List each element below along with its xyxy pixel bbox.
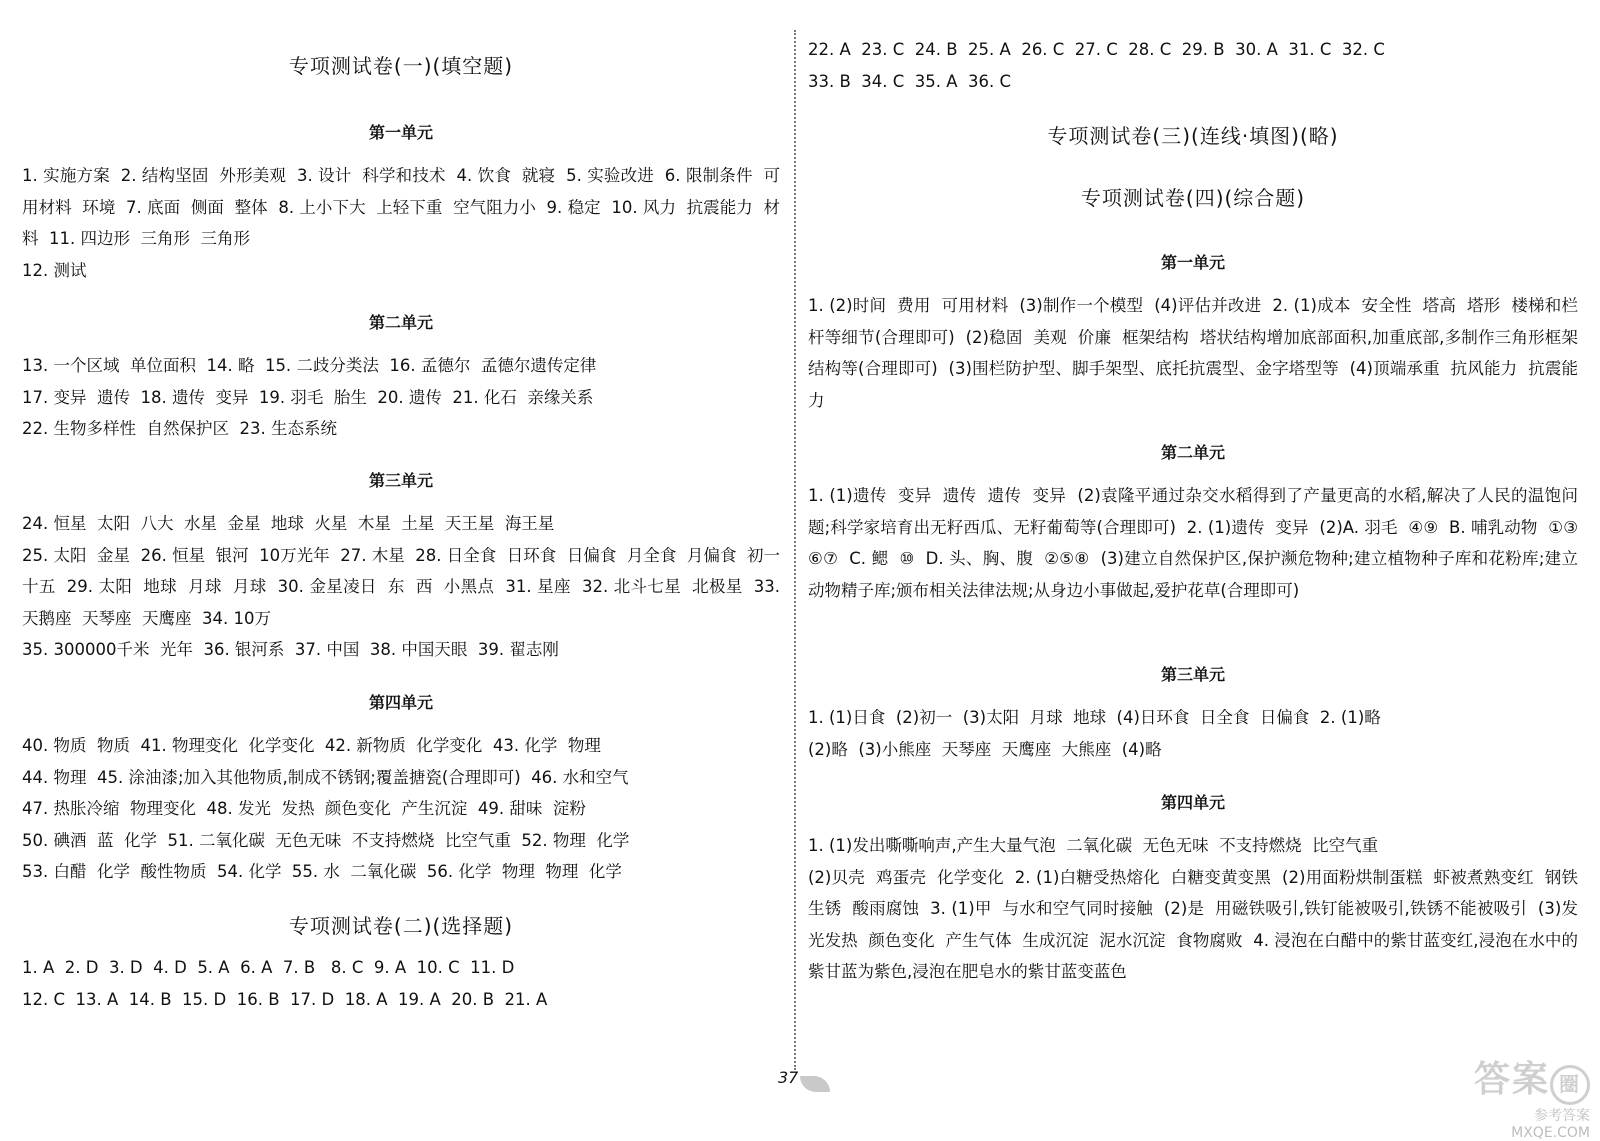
leaf-decoration — [800, 1076, 830, 1092]
left-unit3-heading: 第三单元 — [368, 471, 433, 490]
column-divider — [794, 30, 796, 1070]
right-unit4-answers: 1. (1)发出嘶嘶响声,产生大量气泡 二氧化碳 无色无味 不支持燃烧 比空气重 (2)贝壳 鸡蛋壳 化学变化 2. (1)白糖受热熔化 白糖变黄变黑 (2)用面粉烘制蛋糕 虾被煮熟变红 钢铁生锈 酸雨腐蚀 3. (1)甲 与水和空气同时接触 (2)是 用磁铁吸引,铁钉能被吸引,铁锈不能被吸引 (3)发光发热 颜色变化 产生气体 生成沉淀 泥水沉淀 食物腐败 4. 浸泡在白醋中的紫甘蓝变红,浸泡在水中的紫甘蓝为紫色,浸泡在肥皂水的紫甘蓝变蓝色 — [808, 836, 1578, 981]
page-number: 37 — [778, 1068, 799, 1087]
test1-title: 专项测试卷(一)(填空题) — [288, 54, 514, 78]
right-unit2-answers: 1. (1)遗传 变异 遗传 遗传 变异 (2)袁隆平通过杂交水稻得到了产量更高的水稻,解决了人民的温饱问题;科学家培育出无籽西瓜、无籽葡萄等(合理即可) 2. (1)遗传 变异 (2)A. 羽毛 ④⑨ B. 哺乳动物 ①③⑥⑦ C. 鳃 ⑩ D. 头、胸、腹 ②⑤⑧ (3)建立自然保护区,保护濒危物种;建立植物种子库和花粉库;建立动物精子库;颁布相关法律法规;从身边小事做起,爱护花草(合理即可) — [808, 486, 1578, 600]
watermark-main-text: 答案 — [1473, 1059, 1550, 1100]
left-unit1-heading: 第一单元 — [368, 123, 433, 142]
watermark-sub: 参考答案 — [1534, 1108, 1590, 1124]
right-unit3-answers: 1. (1)日食 (2)初一 (3)太阳 月球 地球 (4)日环食 日全食 日偏食 2. (1)略 (2)略 (3)小熊座 天琴座 天鹰座 大熊座 (4)略 — [808, 708, 1381, 759]
test2-answers-continued: 22. A 23. C 24. B 25. A 26. C 27. C 28. C 29. B 30. A 31. C 32. C 33. B 34. C 35. A 36. C — [808, 40, 1385, 91]
left-unit1-answers: 1. 实施方案 2. 结构坚固 外形美观 3. 设计 科学和技术 4. 饮食 就寝 5. 实验改进 6. 限制条件 可用材料 环境 7. 底面 侧面 整体 8. 上小下大 上轻下重 空气阻力小 9. 稳定 10. 风力 抗震能力 材料 11. 四边形 三角形 三角形 12. 测试 — [22, 166, 780, 280]
test4-title: 专项测试卷(四)(综合题) — [1080, 186, 1306, 210]
test2-answers: 1. A 2. D 3. D 4. D 5. A 6. A 7. B 8. C 9. A 10. C 11. D 12. C 13. A 14. B 15. D 16. B 17. D 18. A 19. A 20. B 21. A — [22, 958, 548, 1009]
watermark-main — [1440, 1060, 1590, 1105]
right-unit3-heading: 第三单元 — [1160, 665, 1225, 684]
left-unit4-heading: 第四单元 — [368, 693, 433, 712]
right-unit2-heading: 第二单元 — [1160, 443, 1225, 462]
left-unit2-heading: 第二单元 — [368, 313, 433, 332]
test3-title: 专项测试卷(三)(连线·填图)(略) — [1047, 124, 1339, 148]
test2-title: 专项测试卷(二)(选择题) — [288, 914, 514, 938]
right-unit4-heading: 第四单元 — [1160, 793, 1225, 812]
right-unit1-heading: 第一单元 — [1160, 253, 1225, 272]
watermark-logo — [1440, 1059, 1590, 1141]
left-unit2-answers: 13. 一个区域 单位面积 14. 略 15. 二歧分类法 16. 孟德尔 孟德尔遗传定律 17. 变异 遗传 18. 遗传 变异 19. 羽毛 胎生 20. 遗传 21. 化石 亲缘关系 22. 生物多样性 自然保护区 23. 生态系统 — [22, 356, 597, 438]
left-unit4-answers: 40. 物质 物质 41. 物理变化 化学变化 42. 新物质 化学变化 43. 化学 物理 44. 物理 45. 涂油漆;加入其他物质,制成不锈钢;覆盖搪瓷(合理即可) 46. 水和空气 47. 热胀冷缩 物理变化 48. 发光 发热 颜色变化 产生沉淀 49. 甜味 淀粉 50. 碘酒 蓝 化学 51. 二氧化碳 无色无味 不支持燃烧 比空气重 52. 物理 化学 53. 白醋 化学 酸性物质 54. 化学 55. 水 二氧化碳 56. 化学 物理 物理 化学 — [22, 736, 630, 881]
right-unit1-answers: 1. (2)时间 费用 可用材料 (3)制作一个模型 (4)评估并改进 2. (1)成本 安全性 塔高 塔形 楼梯和栏杆等细节(合理即可) (2)稳固 美观 价廉 框架结构 塔状结构增加底部面积,加重底部,多制作三角形框架结构等(合理即可) (3)围栏防护型、脚手架型、底托抗震型、金字塔型等 (4)顶端承重 抗风能力 抗震能力 — [808, 296, 1578, 410]
watermark-circle: 圈 — [1550, 1065, 1590, 1105]
left-unit3-answers: 24. 恒星 太阳 八大 水星 金星 地球 火星 木星 土星 天王星 海王星 25. 太阳 金星 26. 恒星 银河 10万光年 27. 木星 28. 日全食 日环食 日偏食 月全食 月偏食 初一 十五 29. 太阳 地球 月球 月球 30. 金星凌日 东 西 小黑点 31. 星座 32. 北斗七星 北极星 33. 天鹅座 天琴座 天鹰座 34. 10万 35. 300000千米 光年 36. 银河系 37. 中国 38. 中国天眼 39. 翟志刚 — [22, 514, 780, 659]
watermark-url: MXQE.COM — [1511, 1125, 1590, 1141]
